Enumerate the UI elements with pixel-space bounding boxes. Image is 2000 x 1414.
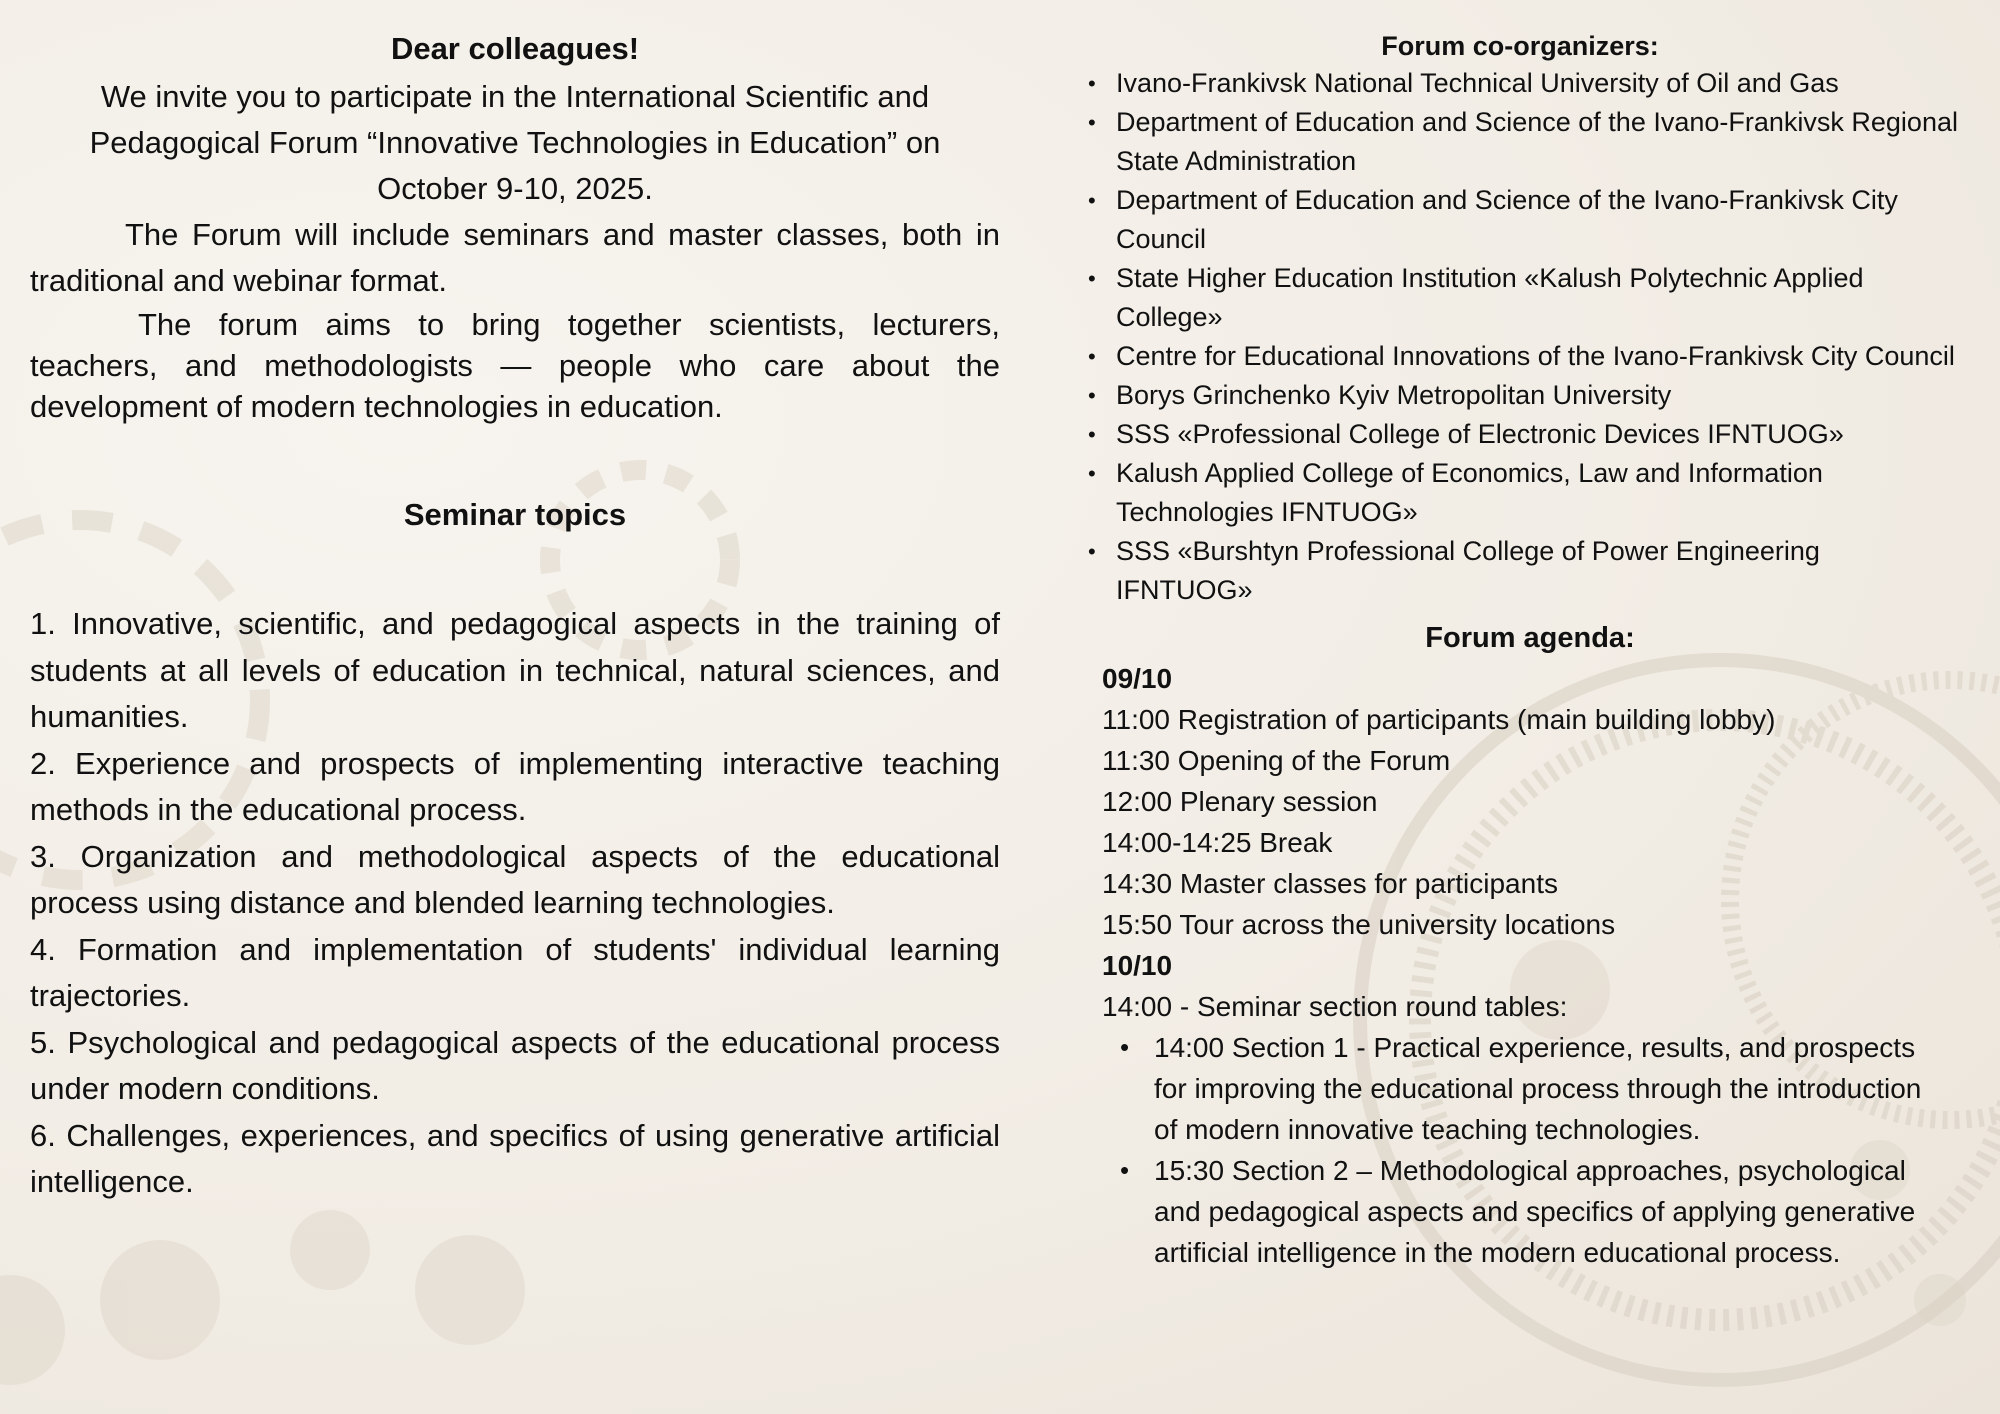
coorganizer-name: Department of Education and Science of the Ivano-Frankivsk Regional State Administration: [1116, 107, 1958, 176]
bullet-icon: •: [1120, 1032, 1130, 1062]
agenda: [1080, 658, 1960, 1273]
coorganizer-name: State Higher Education Institution «Kalush Polytechnic Applied College»: [1116, 263, 1864, 332]
agenda-day-date: 10/10: [1102, 950, 1173, 981]
coorganizer-name: Ivano-Frankivsk National Technical University of Oil and Gas: [1116, 68, 1839, 98]
bullet-icon: •: [1088, 110, 1096, 135]
agenda-item: 14:00 - Seminar section round tables:: [1102, 991, 1568, 1022]
coorganizer-item: [1080, 454, 1960, 532]
seminar-topic: 1. Innovative, scientific, and pedagogical aspects in the training of students at all levels of education in technical, natural sciences, and humanities.: [30, 606, 1000, 734]
coorganizers-list: [1080, 64, 1960, 610]
coorganizer-name: Centre for Educational Innovations of the Ivano-Frankivsk City Council: [1116, 341, 1955, 371]
coorganizer-item: [1080, 415, 1960, 454]
invitation-column: [30, 28, 1000, 1206]
invitation-line: Pedagogical Forum “Innovative Technologies in Education” on: [89, 125, 941, 160]
coorganizers-heading: Forum co-organizers:: [1381, 31, 1659, 61]
coorganizer-item: [1080, 64, 1960, 103]
seminar-topic: 6. Challenges, experiences, and specifics of using generative artificial intelligence.: [30, 1117, 1000, 1199]
invitation-line: We invite you to participate in the International Scientific and: [100, 79, 930, 114]
section-item: [1102, 1150, 1934, 1273]
coorganizer-name: SSS «Burshtyn Professional College of Power Engineering IFNTUOG»: [1116, 536, 1820, 605]
coorganizer-item: [1080, 181, 1960, 259]
coorganizer-name: SSS «Professional College of Electronic Devices IFNTUOG»: [1116, 419, 1844, 449]
coorganizer-item: [1080, 337, 1960, 376]
section-text: 14:00 Section 1 - Practical experience, results, and prospects for improving the educational process through the introduction of modern innovative teaching technologies.: [1154, 1032, 1922, 1145]
section-item: [1102, 1027, 1934, 1150]
agenda-item: 14:00-14:25 Break: [1102, 827, 1333, 858]
seminar-topic: 4. Formation and implementation of students' individual learning trajectories.: [30, 931, 1000, 1013]
bullet-icon: •: [1088, 539, 1096, 564]
coorganizer-item: [1080, 532, 1960, 610]
coorganizer-name: Kalush Applied College of Economics, Law and Information Technologies IFNTUOG»: [1116, 458, 1823, 527]
section-text: 15:30 Section 2 – Methodological approaches, psychological and pedagogical aspects and specifics of applying generative artificial intelligence in the modern educational process.: [1154, 1155, 1916, 1268]
bullet-icon: •: [1088, 71, 1096, 96]
aim-paragraph: The forum aims to bring together scientists, lecturers, teachers, and methodologists — people who care about the development of modern technologies in education.: [30, 307, 1000, 424]
greeting-heading: Dear colleagues!: [390, 31, 640, 66]
seminar-topics-list: [30, 601, 1000, 1206]
coorganizer-item: [1080, 259, 1960, 337]
bullet-icon: •: [1120, 1155, 1130, 1185]
format-paragraph: The Forum will include seminars and master classes, both in traditional and webinar format.: [30, 217, 1000, 298]
seminar-topic: 5. Psychological and pedagogical aspects of the educational process under modern conditions.: [30, 1024, 1000, 1106]
agenda-item: 11:30 Opening of the Forum: [1102, 745, 1451, 776]
coorganizer-item: [1080, 376, 1960, 415]
agenda-item: 14:30 Master classes for participants: [1102, 868, 1558, 899]
agenda-item: 12:00 Plenary session: [1102, 786, 1378, 817]
bullet-icon: •: [1088, 383, 1096, 408]
coorganizer-name: Department of Education and Science of the Ivano-Frankivsk City Council: [1116, 185, 1898, 254]
bullet-icon: •: [1088, 422, 1096, 447]
seminar-topic: 2. Experience and prospects of implementing interactive teaching methods in the educational process.: [30, 745, 1000, 827]
seminar-topic: 3. Organization and methodological aspects of the educational process using distance and blended learning technologies.: [30, 838, 1000, 920]
organizers-agenda-column: [1080, 28, 1960, 1273]
seminar-topics-heading: Seminar topics: [403, 497, 627, 532]
agenda-day-date: 09/10: [1102, 663, 1173, 694]
invitation-date: October 9-10, 2025.: [377, 171, 653, 206]
bullet-icon: •: [1088, 266, 1096, 291]
agenda-item: 15:50 Tour across the university locations: [1102, 909, 1616, 940]
coorganizer-item: [1080, 103, 1960, 181]
agenda-item: 11:00 Registration of participants (main building lobby): [1102, 704, 1776, 735]
bullet-icon: •: [1088, 461, 1096, 486]
bullet-icon: •: [1088, 344, 1096, 369]
bullet-icon: •: [1088, 188, 1096, 213]
round-table-sections: [1102, 1027, 1960, 1273]
coorganizer-name: Borys Grinchenko Kyiv Metropolitan University: [1116, 380, 1672, 410]
agenda-heading: Forum agenda:: [1425, 622, 1635, 654]
